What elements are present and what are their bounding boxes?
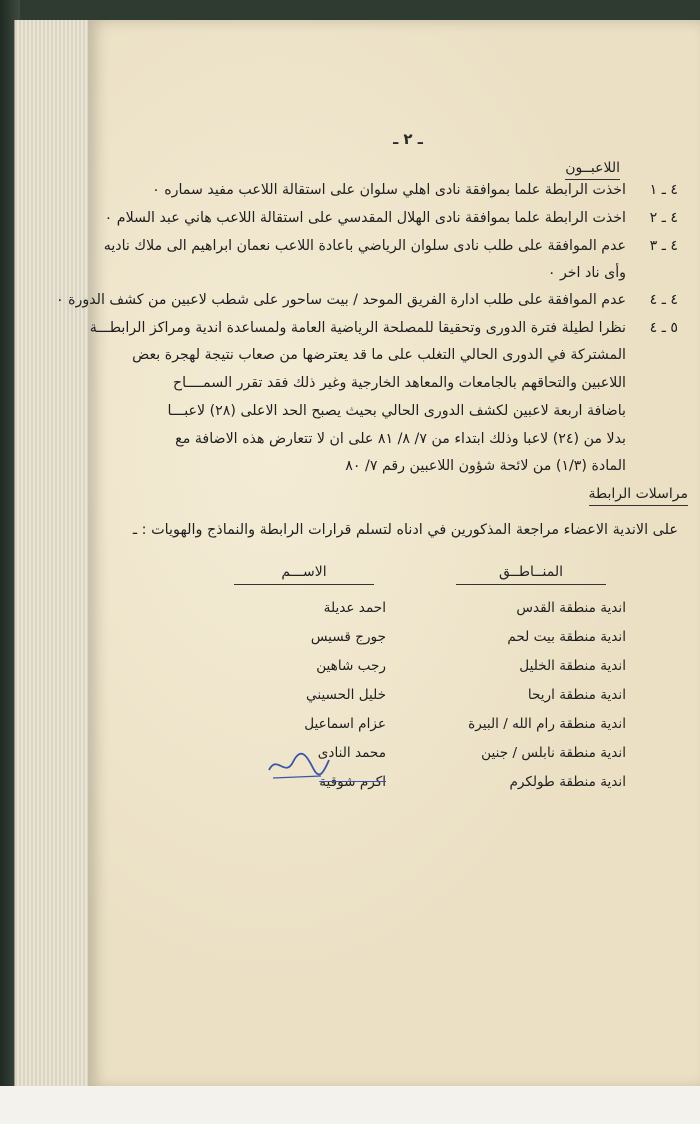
list-item: خليل الحسيني xyxy=(306,687,386,703)
item-continuation: بدلا من (٢٤) لاعبا وذلك ابتداء من ٧/ ٨/ ٨١ على ان لا تتعارض هذه الاضافة مع xyxy=(175,431,626,447)
page-stack xyxy=(14,20,91,1088)
regions-header: المنــاطــق xyxy=(456,564,606,585)
item-text: نظرا لطيلة فترة الدورى وتحقيقا للمصلحة الرياضية العامة ولمساعدة اندية ومراكز الرابطـــة xyxy=(89,320,626,336)
item-continuation: اللاعبين والتحاقهم بالجامعات والمعاهد الخارجية وغير ذلك فقد تقرر السمــــاح xyxy=(172,375,626,391)
item-5-4 xyxy=(89,316,678,340)
list-item: اندية منطقة الخليل xyxy=(519,658,626,674)
item-number: ٤ ـ ١ xyxy=(649,182,678,198)
list-item: اندية منطقة القدس xyxy=(516,600,626,616)
list-item: جورج قسيس xyxy=(310,629,386,645)
notice-text: على الاندية الاعضاء مراجعة المذكورين في ادناه لتسلم قرارات الرابطة والنماذج والهويات : ـ xyxy=(132,522,678,538)
item-text: اخذت الرابطة علما بموافقة نادى الهلال المقدسي على استقالة اللاعب هاني عبد السلام ٠ xyxy=(104,210,626,226)
list-item: اندية منطقة اريحا xyxy=(527,687,626,703)
document-page xyxy=(55,20,700,1088)
item-4-1 xyxy=(108,178,678,202)
handwriting-scribble-icon xyxy=(263,748,333,782)
item-continuation: المشتركة في الدورى الحالي التغلب على ما قد يعترضها من صعاب نتيجة لهجرة بعض xyxy=(132,347,626,363)
page-number: ـ ٢ ـ xyxy=(393,130,423,148)
item-continuation: وأى ناد اخر ٠ xyxy=(547,265,626,281)
item-continuation: المادة (١/٣) من لائحة شؤون اللاعبين رقم ٧/ ٨٠ xyxy=(345,458,626,474)
section-title-correspondence: مراسلات الرابطة xyxy=(589,486,688,506)
item-text: اخذت الرابطة علما بموافقة نادى اهلي سلوان على استقالة اللاعب مفيد سماره ٠ xyxy=(152,182,626,198)
list-item: اندية منطقة طولكرم xyxy=(509,774,626,790)
list-item: اندية منطقة بيت لحم xyxy=(507,629,626,645)
item-text: عدم الموافقة على طلب ادارة الفريق الموحد / بيت ساحور على شطب لاعبين من كشف الدورة ٠ xyxy=(55,292,626,308)
section-title-players: اللاعبــون xyxy=(565,160,620,180)
list-item: اكرم شوقية xyxy=(319,774,386,790)
list-item: عزام اسماعيل xyxy=(304,716,386,732)
handwritten-correction xyxy=(263,748,333,786)
item-number: ٤ ـ ٤ xyxy=(649,292,678,308)
item-number: ٤ ـ ٢ xyxy=(649,210,678,226)
list-item: رجب شاهين xyxy=(316,658,386,674)
page-bottom-edge xyxy=(0,1086,700,1124)
item-text: عدم الموافقة على طلب نادى سلوان الرياضي باعادة اللاعب نعمان ابراهيم الى ملاك ناديه xyxy=(103,238,626,254)
item-number: ٤ ـ ٣ xyxy=(649,238,678,254)
list-item: اندية منطقة رام الله / البيرة xyxy=(468,716,626,732)
item-continuation: باضافة اربعة لاعبين لكشف الدورى الحالي بحيث يصبح الحد الاعلى (٢٨) لاعبـــا xyxy=(167,403,626,419)
item-4-2 xyxy=(104,206,678,230)
list-item: اندية منطقة نابلس / جنين xyxy=(481,745,626,761)
names-header: الاســـم xyxy=(234,564,374,585)
list-item: احمد عديلة xyxy=(323,600,386,616)
regions-list xyxy=(456,594,626,797)
item-4-4 xyxy=(55,288,678,312)
list-item: محمد النادى xyxy=(317,745,386,761)
item-number: ٥ ـ ٤ xyxy=(649,320,678,336)
item-4-3 xyxy=(103,234,678,258)
